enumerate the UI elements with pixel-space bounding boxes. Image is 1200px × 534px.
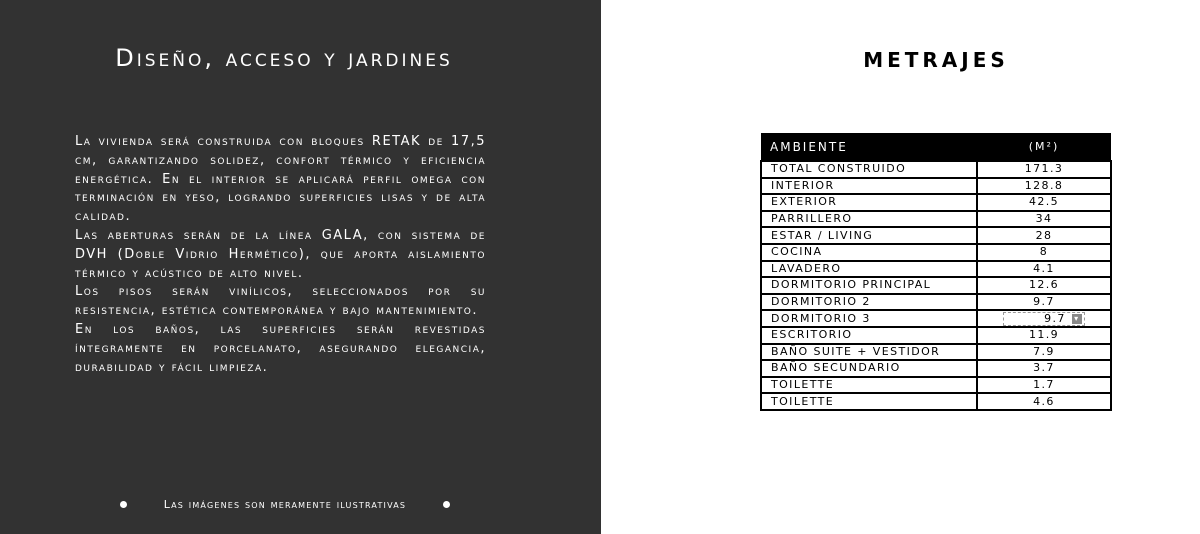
bullet-icon [120, 501, 127, 508]
table-row [761, 194, 1111, 211]
table-row [761, 393, 1111, 410]
table-row [761, 227, 1111, 244]
room-name: BAÑO SECUNDARIO [761, 360, 977, 377]
room-area: 9.7 [1044, 311, 1066, 325]
metrajes-title: METRAJES [863, 48, 1009, 72]
table-row [761, 211, 1111, 228]
section-title: Diseño, acceso y jardines [115, 44, 453, 72]
room-name: TOTAL CONSTRUIDO [761, 161, 977, 178]
paragraph-floors: Los pisos serán vinílicos, seleccionados por su resistencia, estética contemporánea y bajo mantenimiento. [75, 284, 486, 319]
table-row [761, 377, 1111, 394]
room-name: COCINA [761, 244, 977, 261]
room-area: 3.7 [977, 360, 1111, 377]
table-row [761, 327, 1111, 344]
room-name: LAVADERO [761, 261, 977, 278]
table-row [761, 360, 1111, 377]
room-name: ESCRITORIO [761, 327, 977, 344]
room-area: 4.1 [977, 261, 1111, 278]
bullet-icon [443, 501, 450, 508]
room-area: 128.8 [977, 178, 1111, 195]
room-name: TOILETTE [761, 393, 977, 410]
paragraph-bathrooms: En los baños, las superficies serán revestidas íntegramente en porcelanato, asegurando elegancia, durabilidad y fácil limpieza. [75, 321, 486, 375]
table-row [761, 294, 1111, 311]
room-area: 42.5 [977, 194, 1111, 211]
room-area: 171.3 [977, 161, 1111, 178]
table-row [761, 178, 1111, 195]
room-area-dropdown-cell[interactable] [977, 310, 1111, 327]
area-dropdown[interactable] [1003, 312, 1085, 326]
room-name: DORMITORIO 2 [761, 294, 977, 311]
room-name: DORMITORIO 3 [761, 310, 977, 327]
disclaimer [120, 498, 450, 511]
room-name: DORMITORIO PRINCIPAL [761, 277, 977, 294]
room-area: 12.6 [977, 277, 1111, 294]
disclaimer-text: Las imágenes son meramente ilustrativas [163, 498, 407, 511]
header-unit: (M²) [977, 133, 1111, 161]
room-area: 8 [977, 244, 1111, 261]
room-name: BAÑO SUITE + VESTIDOR [761, 344, 977, 361]
room-area: 11.9 [977, 327, 1111, 344]
room-area: 7.9 [977, 344, 1111, 361]
chevron-down-icon[interactable]: ▾ [1072, 314, 1082, 324]
right-panel [601, 0, 1200, 534]
paragraph-openings: Las aberturas serán de la línea GALA, con sistema de DVH (Doble Vidrio Hermético), que aporta aislamiento térmico y acústico de alto nivel. [75, 227, 486, 281]
room-area: 34 [977, 211, 1111, 228]
room-area: 4.6 [977, 393, 1111, 410]
metrajes-table [760, 133, 1112, 411]
table-header-row [761, 133, 1111, 161]
table-row [761, 261, 1111, 278]
room-name: EXTERIOR [761, 194, 977, 211]
room-name: TOILETTE [761, 377, 977, 394]
room-area: 1.7 [977, 377, 1111, 394]
table-row [761, 161, 1111, 178]
description-text [75, 133, 486, 377]
table-row [761, 310, 1111, 327]
table-row [761, 244, 1111, 261]
room-name: ESTAR / LIVING [761, 227, 977, 244]
table-row [761, 277, 1111, 294]
room-area: 28 [977, 227, 1111, 244]
header-ambiente: AMBIENTE [761, 133, 977, 161]
room-area: 9.7 [977, 294, 1111, 311]
room-name: PARRILLERO [761, 211, 977, 228]
table-row [761, 344, 1111, 361]
room-name: INTERIOR [761, 178, 977, 195]
paragraph-walls: La vivienda será construida con bloques RETAK de 17,5 cm, garantizando solidez, confort térmico y eficiencia energética. En el interior se aplicará perfil omega con terminación en yeso, logrando superficies lisas y de alta calidad. [75, 134, 486, 225]
